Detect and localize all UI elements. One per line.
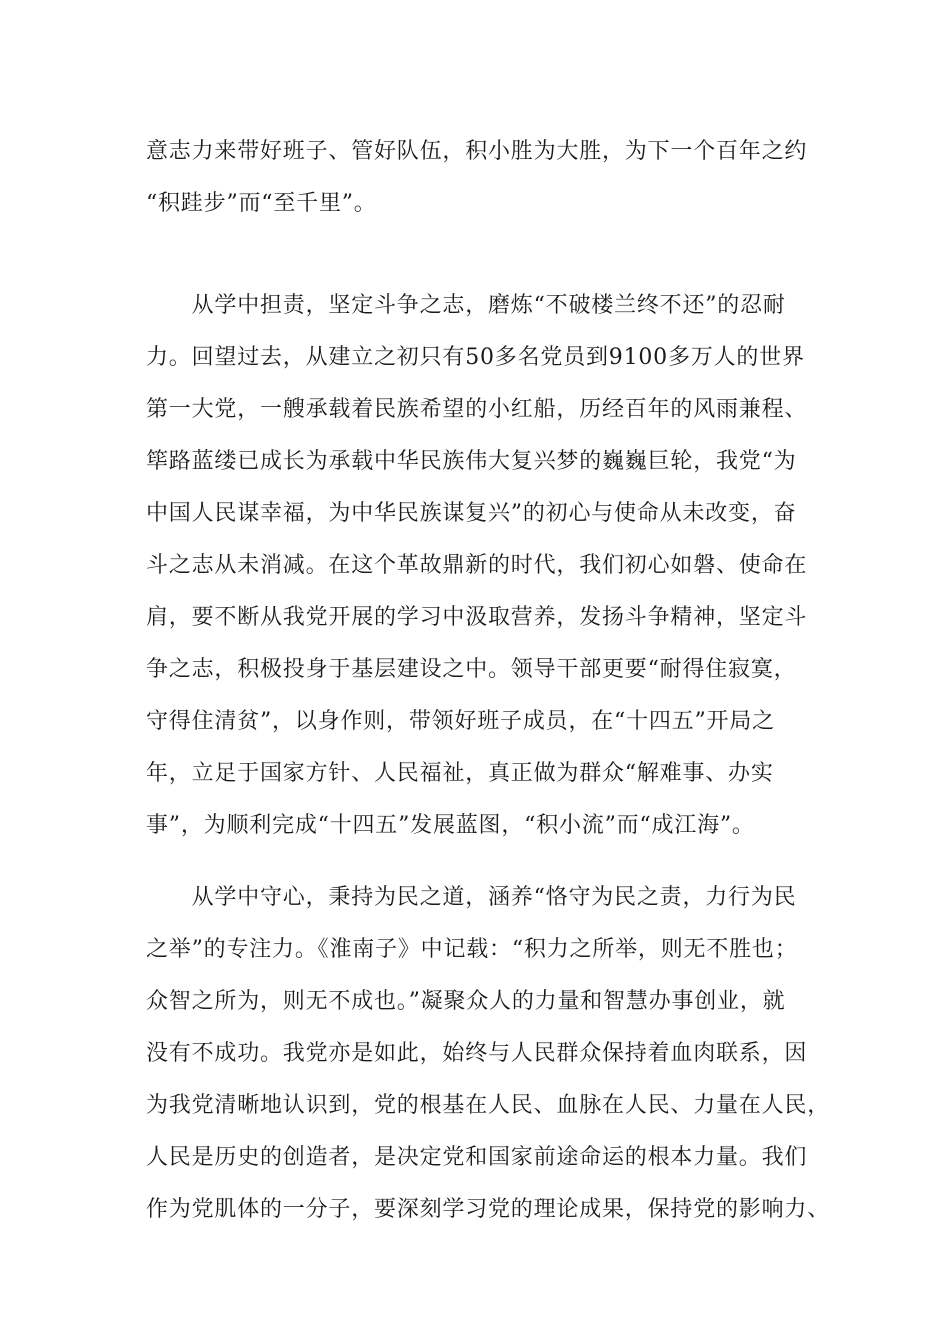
paragraph-3 [146,872,831,1236]
paragraph-line: 第一大党，一艘承载着民族希望的小红船，历经百年的风雨兼程、 [146,397,808,422]
paragraph-line: 争之志，积极投身于基层建设之中。领导干部更要“耐得住寂寞， [146,657,797,682]
paragraph-1 [146,126,806,230]
paragraph-line: 之举”的专注力。《淮南子》中记载：“积力之所举，则无不胜也； [146,937,798,962]
paragraph-line: 肩，要不断从我党开展的学习中汲取营养，发扬斗争精神，坚定斗 [146,605,808,630]
paragraph-line: 年，立足于国家方针、人民福祉，真正做为群众“解难事、办实 [146,761,774,786]
paragraph-line: 守得住清贫”，以身作则，带领好班子成员，在“十四五”开局之 [146,709,775,734]
paragraph-line: 为我党清晰地认识到，党的根基在人民、血脉在人民、力量在人民， [146,1093,831,1118]
paragraph-line: 筚路蓝缕已成长为承载中华民族伟大复兴梦的巍巍巨轮，我党“为 [146,449,797,474]
paragraph-line: 斗之志从未消减。在这个革故鼎新的时代，我们初心如磐、使命在 [146,553,808,578]
paragraph-line: 力。回望过去，从建立之初只有50多名党员到9100多万人的世界 [146,345,805,370]
paragraph-line: 没有不成功。我党亦是如此，始终与人民群众保持着血肉联系，因 [146,1041,808,1066]
paragraph-line: 中国人民谋幸福，为中华民族谋复兴”的初心与使命从未改变，奋 [146,501,797,526]
paragraph-line: 众智之所为，则无不成也。”凝聚众人的力量和智慧办事创业，就 [146,989,786,1014]
paragraph-line: 从学中守心，秉持为民之道，涵养“恪守为民之责，力行为民 [146,885,797,910]
paragraph-line: 人民是历史的创造者，是决定党和国家前途命运的根本力量。我们 [146,1145,808,1170]
paragraph-line: 从学中担责，坚定斗争之志，磨炼“不破楼兰终不还”的忍耐 [146,293,786,318]
paragraph-2 [146,280,806,852]
paragraph-line: 事”，为顺利完成“十四五”发展蓝图，“积小流”而“成江海”。 [146,813,755,838]
paragraph-line: 意志力来带好班子、管好队伍，积小胜为大胜，为下一个百年之约 [146,139,808,164]
paragraph-line: 作为党肌体的一分子，要深刻学习党的理论成果，保持党的影响力、 [146,1197,831,1222]
paragraph-line: “积跬步”而“至千里”。 [146,191,377,216]
